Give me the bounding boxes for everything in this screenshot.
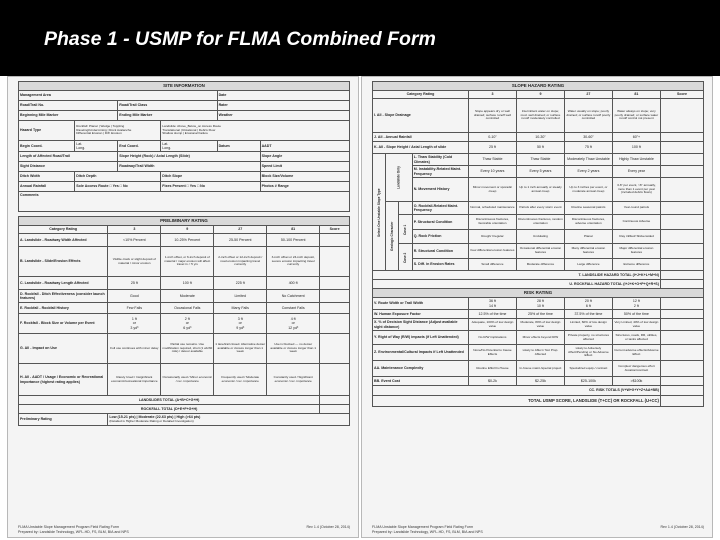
row-label: R. Structural Condition — [412, 244, 468, 259]
left-footer-title: FLMA Unstable Slope Management Program Field Rating Form — [18, 525, 120, 529]
row-label: F. Rockfall - Block Size or Volume per Event — [19, 314, 108, 334]
row-label: B. Landslide - Slide/Erosion Effects — [19, 247, 108, 277]
left-form — [18, 81, 350, 426]
rating-cell[interactable]: Thaw Stable — [516, 154, 564, 166]
score-cell[interactable] — [320, 290, 350, 303]
row-label: S. Diff. in Erosion Rates — [412, 259, 468, 271]
rating-cell[interactable]: 36 ft 14 ft — [468, 298, 516, 310]
begin-mile-field[interactable]: Beginning Mile Marker — [19, 111, 118, 121]
photos-field[interactable]: Photos # Range — [260, 182, 349, 192]
score-cell[interactable] — [660, 166, 703, 178]
rating-cell[interactable]: Minor effects beyond R/W — [516, 331, 564, 345]
begin-coord-label: Begin Coord. — [19, 141, 75, 152]
table-row — [373, 244, 704, 259]
rating-cell[interactable]: Complex/ dangerous effort /location/contract — [612, 361, 660, 377]
table-row — [373, 259, 704, 271]
table-row — [373, 319, 704, 331]
rating-cell[interactable]: Many differential erosion features — [564, 244, 612, 259]
rating-cell[interactable]: Every 5 years — [516, 166, 564, 178]
rating-cell[interactable]: Discontinuous fractures, random orientation — [516, 215, 564, 230]
rating-cell[interactable]: 12.5% of the time — [468, 310, 516, 319]
category-rating-col: Category Rating — [373, 91, 469, 99]
score-cell[interactable] — [660, 310, 703, 319]
rating-cell[interactable]: 1 lane/trail closed. Alternative detour available or closure longer than 1 week — [214, 334, 267, 364]
rating-cell[interactable]: 400 ft — [267, 277, 320, 290]
table-row — [19, 247, 350, 277]
score-cell[interactable] — [660, 361, 703, 377]
rating-cell[interactable]: Moderate — [161, 290, 214, 303]
length-affected-field[interactable]: Length of Affected Road/Trail — [19, 152, 118, 162]
rating-cell[interactable]: No R/W implications — [468, 331, 516, 345]
rating-cell[interactable]: 50% of the time — [612, 310, 660, 319]
left-footer — [18, 525, 350, 534]
rockfall-types-options[interactable]: Rockfall: Planar | Wedge | Toppling Raveling/Undermining | Rock Avalanche Differential Erosion | Diff. Erosion — [75, 121, 161, 141]
row-label: A. Landslide - Roadway Width Affected — [19, 234, 108, 247]
rating-cell[interactable]: Occasionally used / Minor economic / rec. importance — [161, 364, 214, 396]
rating-cell[interactable]: 1 ft or 3 yd³ — [108, 314, 161, 334]
begin-lat-field[interactable] — [75, 141, 118, 152]
block-size-field[interactable]: Block Size/Volume — [260, 172, 349, 182]
preliminary-rating-label: Preliminary Rating — [19, 414, 108, 426]
end-lat-field[interactable] — [161, 141, 217, 152]
rating-cell[interactable]: Undulating — [516, 230, 564, 244]
rating-cell[interactable]: 10-25% Percent — [161, 234, 214, 247]
rating-cell[interactable]: 20 ft 6 ft — [564, 298, 612, 310]
rating-cell[interactable]: 100 ft — [612, 142, 660, 154]
table-row — [373, 202, 704, 215]
right-form-page — [361, 76, 713, 538]
landslide-only-label: Landslide Only — [386, 154, 412, 202]
score-cell[interactable] — [660, 244, 703, 259]
hazard-type-label: Hazard Type — [19, 121, 75, 141]
rating-cell[interactable]: 1-inch offset, or 6-inch deposit of material / major erosion will affect travel in < 5 yrs — [161, 247, 214, 277]
usmp-total-cell[interactable] — [660, 396, 703, 407]
rating-cell[interactable]: Likely to Affect / Not Prop. Affected — [516, 345, 564, 361]
sight-distance-field[interactable]: Sight Distance — [19, 162, 118, 172]
ditch-slope-field[interactable]: Ditch Slope — [161, 172, 260, 182]
table-row — [373, 154, 704, 166]
table-row — [373, 361, 704, 377]
rating-cell[interactable]: Moderately Thaw Unstable — [564, 154, 612, 166]
end-long-label: Long. — [162, 146, 172, 150]
score-cell[interactable] — [660, 202, 703, 215]
rating-cell[interactable]: 25% of the time — [516, 310, 564, 319]
landslide-hazard-total-cell[interactable] — [660, 271, 703, 280]
rating-cell[interactable]: Structures, roads, RR, utilities, or tanks affected — [612, 331, 660, 345]
left-form-page — [7, 76, 359, 538]
rating-cell[interactable]: 100 ft — [161, 277, 214, 290]
rating-cell[interactable]: 28 ft 10 ft — [516, 298, 564, 310]
rating-cell[interactable]: 2-inch offset or 12-inch deposit / road erosion impacting travel currently — [214, 247, 267, 277]
rating-cell[interactable]: Continuous Adverse — [612, 215, 660, 230]
score-cell[interactable] — [660, 331, 703, 345]
slope-height-field[interactable]: Slope Height (Rock) / Axial Length (Slide) — [118, 152, 260, 162]
begin-long-label: Long. — [76, 146, 86, 150]
rating-cell[interactable]: Thaw Stable — [468, 154, 516, 166]
rockfall-hazard-total-cell[interactable] — [660, 280, 703, 289]
risk-total-label: CC. RISK TOTALS (V+W+X+Y+Z+AA+BB) — [373, 386, 661, 396]
rating-cell[interactable]: Rarely Used / Insignificant economic/recreational importance — [108, 364, 161, 396]
rating-cell[interactable]: Normal, scheduled maintenance — [468, 202, 516, 215]
rating-cell[interactable]: Routine Effort/In-House — [468, 361, 516, 377]
score-cell[interactable] — [320, 334, 350, 364]
table-row — [373, 178, 704, 202]
rating-cell[interactable]: 30-60" — [564, 133, 612, 142]
score-cell[interactable] — [660, 215, 703, 230]
comments-field[interactable]: Comments — [19, 192, 350, 212]
rating-cell[interactable]: Likely to Adversely Affect/Pending or No Adverse Effect — [564, 345, 612, 361]
rating-cell[interactable]: Current adverse effects/Adverse Effect — [612, 345, 660, 361]
rating-cell[interactable]: Few Falls — [108, 303, 161, 314]
rating-cell[interactable]: Moderate difference — [516, 259, 564, 271]
rating-cell[interactable]: Very Limited, 40% of low design value — [612, 319, 660, 331]
table-row — [19, 303, 350, 314]
row-label: V. Route Width or Trail Width — [373, 298, 469, 310]
rating-9-col: 9 — [516, 91, 564, 99]
rating-cell[interactable]: Up to 1 inch annually or steady annual creep — [516, 178, 564, 202]
rating-cell[interactable]: <10% Percent — [108, 234, 161, 247]
usmp-total-label: TOTAL USMP SCORE, LANDSLIDE (T+CC) OR ROCKFALL (U+CC) — [373, 396, 661, 407]
rating-cell[interactable]: $2-25k — [516, 377, 564, 386]
rating-cell[interactable]: Intermittent water on slope; mod. well drained; or surface runoff moderately controlled — [516, 99, 564, 133]
table-row — [373, 345, 704, 361]
rating-cell[interactable]: 50 ft — [516, 142, 564, 154]
rating-3-col: 3 — [468, 91, 516, 99]
rating-cell[interactable]: 60"+ — [612, 133, 660, 142]
case-2-label: Case 2 — [399, 244, 412, 271]
table-row — [373, 142, 704, 154]
score-cell[interactable] — [660, 230, 703, 244]
landslide-hazard-total-label: T. LANDSLIDE HAZARD TOTAL (I+J+K+L+M+N) — [373, 271, 661, 280]
rating-cell[interactable]: Minor movement or sporadic creep — [468, 178, 516, 202]
geologic-character-label: Geologic Character — [386, 202, 399, 271]
rating-27-col: 27 — [214, 226, 267, 234]
preliminary-rating-table — [18, 216, 350, 426]
rating-cell[interactable]: No Catchment — [267, 290, 320, 303]
rating-cell[interactable]: Visible crack or slight deposit of material / minor erosion — [108, 247, 161, 277]
rating-cell[interactable]: 12 ft 2 ft — [612, 298, 660, 310]
table-row — [19, 290, 350, 303]
rating-cell[interactable]: 2 ft or 6 yd³ — [161, 314, 214, 334]
weather-field[interactable]: Weather — [217, 111, 349, 121]
row-label: K. All - Slope Height / Axial Length of slide — [373, 142, 469, 154]
ditch-depth-field[interactable]: Ditch Depth — [75, 172, 161, 182]
rating-cell[interactable]: Occasional Falls — [161, 303, 214, 314]
preliminary-rating-header: PRELIMINARY RATING — [19, 217, 350, 226]
row-label: Q. Rock Friction — [412, 230, 468, 244]
score-cell[interactable] — [660, 259, 703, 271]
rating-cell[interactable]: Patrols after every storm event — [516, 202, 564, 215]
fixes-present-checkbox[interactable]: Fixes Present □ Yes □ No — [161, 182, 260, 192]
rating-cell[interactable]: Use is blocked — no detour available or closure longer than 1 week — [267, 334, 320, 364]
slide-header — [0, 0, 720, 76]
right-form — [372, 81, 704, 407]
rating-cell[interactable]: Slope appears dry or well drained; surface runoff well controlled — [468, 99, 516, 133]
rating-cell[interactable]: $0-2k — [468, 377, 516, 386]
table-row — [373, 230, 704, 244]
slope-hazard-rating-header: SLOPE HAZARD RATING — [373, 82, 704, 91]
rating-cell[interactable]: $25-100k — [564, 377, 612, 386]
score-cell[interactable] — [320, 303, 350, 314]
rating-cell[interactable]: Water usually on slope; poorly drained; or surface runoff poorly controlled — [564, 99, 612, 133]
row-label: X. % of Decision Sight Distance (Adjust available sight distance) — [373, 319, 469, 331]
road-trail-class-field[interactable]: Road/Trail Class — [118, 101, 217, 111]
site-information-table — [18, 81, 350, 212]
table-row — [19, 364, 350, 396]
category-rating-col: Category Rating — [19, 226, 108, 234]
score-cell[interactable] — [320, 364, 350, 396]
score-cell[interactable] — [660, 99, 703, 133]
rating-cell[interactable]: Every year — [612, 166, 660, 178]
rating-cell[interactable]: Private property, no structures affected — [564, 331, 612, 345]
table-row — [19, 277, 350, 290]
rating-cell[interactable]: Constant Falls — [267, 303, 320, 314]
aadt-field[interactable]: AADT — [260, 141, 349, 152]
table-row — [373, 99, 704, 133]
rating-cell[interactable]: 225 ft — [214, 277, 267, 290]
landslides-total-label: LANDSLIDES TOTAL (A+B+C+G+H) — [19, 396, 320, 405]
table-row — [19, 234, 350, 247]
rating-cell[interactable]: >$100k — [612, 377, 660, 386]
sole-access-checkbox[interactable]: Sole Access Route □ Yes □ No — [75, 182, 161, 192]
row-label: G. All - Impact on Use — [19, 334, 108, 364]
risk-total-cell[interactable] — [660, 386, 703, 396]
preliminary-rating-scale[interactable] — [108, 414, 350, 426]
rating-cell[interactable]: 4 ft or 12 yd³ — [267, 314, 320, 334]
rockfall-hazard-total-label: U. ROCKFALL HAZARD TOTAL (I+J+K+O+P+Q+R+S) — [373, 280, 661, 289]
score-cell[interactable] — [660, 154, 703, 166]
score-cell[interactable] — [660, 345, 703, 361]
rating-cell[interactable]: Partial use remains. Use modification required, short (1 wk/30 mile) / detour available — [161, 334, 214, 364]
row-label: N. Movement History — [412, 178, 468, 202]
rating-cell[interactable]: Planar — [564, 230, 612, 244]
unstable-slope-type-label: Select One Unstable Slope Type — [373, 154, 386, 271]
slope-hazard-rating-table — [372, 81, 704, 407]
row-label: AA. Maintenance Complexity — [373, 361, 469, 377]
rating-cell[interactable]: Constantly used / Significant economic / rec. importance — [267, 364, 320, 396]
rating-cell[interactable]: None/No Potential to Cause Effects — [468, 345, 516, 361]
rating-cell[interactable]: 3-6" per event, >6" annually, more than 1 event per year (included debris flows) — [612, 178, 660, 202]
datum-field[interactable]: Datum — [217, 141, 260, 152]
rating-cell[interactable]: 75 ft — [564, 142, 612, 154]
row-label: P. Structural Condition — [412, 215, 468, 230]
rating-cell[interactable]: Frequently used / Moderate economic / rec. importance — [214, 364, 267, 396]
score-cell[interactable] — [660, 319, 703, 331]
rockfall-total-cell[interactable] — [320, 405, 350, 414]
rating-cell[interactable]: Many Falls — [214, 303, 267, 314]
row-label: L. Thaw Stability (Cold Climates) — [412, 154, 468, 166]
rating-cell[interactable]: Highly Thaw Unstable — [612, 154, 660, 166]
rockfall-total-label: ROCKFALL TOTAL (D+E+F+G+H) — [19, 405, 320, 414]
rating-cell[interactable]: Clay infilled/ Slickensided — [612, 230, 660, 244]
slope-angle-field[interactable]: Slope Angle — [260, 152, 349, 162]
row-label: M. Instability-Related Maint. Frequency — [412, 166, 468, 178]
table-row — [373, 377, 704, 386]
management-area-field[interactable]: Management Area — [19, 91, 218, 101]
landslide-types-options[interactable]: Landslide: Above_Below_on Access Route Translational | Rotational | Debris Flow Shallow slump | Erosional Failure — [161, 121, 350, 141]
row-label: O. Rockfall-Related Maint. Frequency — [412, 202, 468, 215]
rating-81-col: 81 — [612, 91, 660, 99]
score-cell[interactable] — [320, 247, 350, 277]
rating-cell[interactable]: 37.5% of the time — [564, 310, 612, 319]
rating-cell[interactable]: Up to 3 inches per event, or moderate annual creep — [564, 178, 612, 202]
right-footer — [372, 525, 704, 534]
rating-cell[interactable]: Limited, 60% of low design value — [564, 319, 612, 331]
rater-field[interactable]: Rater — [217, 101, 349, 111]
risk-rating-header: RISK RATING — [373, 289, 704, 298]
rating-cell[interactable]: Specialized equip./ contract — [564, 361, 612, 377]
right-footer-credits: Prepared by: Landslide Technology, WFL-HD, FS, BLM, BIA and NPS — [372, 530, 483, 534]
score-cell[interactable] — [660, 142, 703, 154]
annual-rainfall-field[interactable]: Annual Rainfall — [19, 182, 75, 192]
rating-scale-text: Low (15-21 pts) | Moderate (22-63 pts) | High (>64 pts) — [109, 415, 201, 420]
rating-cell[interactable]: Good — [108, 290, 161, 303]
table-row — [373, 215, 704, 230]
begin-lat-label: Lat. — [76, 141, 83, 146]
left-footer-credits: Prepared by: Landslide Technology, WFL-HD, FS, BLM, BIA and NPS — [18, 530, 129, 534]
rating-cell[interactable]: Routine seasonal patrols — [564, 202, 612, 215]
rating-cell[interactable]: Few differential erosion features — [468, 244, 516, 259]
rating-note-text: (Detailed is Higher Moderate Rating or Detailed Investigation) — [109, 419, 194, 424]
case-1-label: Case 1 — [399, 215, 412, 244]
score-cell[interactable] — [320, 234, 350, 247]
rating-27-col: 27 — [564, 91, 612, 99]
rating-cell[interactable]: 25-50 Percent — [214, 234, 267, 247]
row-label: Y. Right of Way (R/W) impacts (if Left Unattended) — [373, 331, 469, 345]
rating-3-col: 3 — [108, 226, 161, 234]
slide-title: Phase 1 - USMP for FLMA Combined Form — [44, 28, 436, 50]
rating-cell[interactable]: Every 2 years — [564, 166, 612, 178]
rating-cell[interactable]: 25 ft — [468, 142, 516, 154]
rating-cell[interactable]: 3-inch offset or 24-inch deposit, severe erosion impacting travel currently — [267, 247, 320, 277]
rating-cell[interactable]: Discontinuous fractures, adverse orientation — [564, 215, 612, 230]
rating-cell[interactable]: 50-100 Percent — [267, 234, 320, 247]
rating-cell[interactable]: 0-10" — [468, 133, 516, 142]
date-field[interactable]: Date — [217, 91, 349, 101]
rating-cell[interactable]: Moderate, 80% of low design value — [516, 319, 564, 331]
rating-cell[interactable]: Small difference — [468, 259, 516, 271]
table-row — [373, 166, 704, 178]
right-footer-revision: Rev 1.4 (October 28, 2014) — [660, 525, 704, 529]
rating-cell[interactable]: Large difference — [564, 259, 612, 271]
row-label: E. Rockfall - Rockfall History — [19, 303, 108, 314]
row-label: Z. Environmental/Cultural Impacts if Left Unattended — [373, 345, 469, 361]
table-row — [373, 310, 704, 319]
left-footer-revision: Rev 1.4 (October 28, 2014) — [306, 525, 350, 529]
rating-9-col: 9 — [161, 226, 214, 234]
row-label: H. All - AADT / Usage / Economic or Recreational Importance (highest rating applies) — [19, 364, 108, 396]
score-cell[interactable] — [660, 133, 703, 142]
row-label: C. Landslide - Roadway Length Affected — [19, 277, 108, 290]
rating-cell[interactable]: 25 ft — [108, 277, 161, 290]
score-cell[interactable] — [320, 277, 350, 290]
row-label: J. All - Annual Rainfall — [373, 133, 469, 142]
score-cell[interactable] — [660, 178, 703, 202]
landslides-total-cell[interactable] — [320, 396, 350, 405]
row-label: D. Rockfall - Ditch Effectiveness (consider launch features) — [19, 290, 108, 303]
table-row — [373, 298, 704, 310]
rating-cell[interactable]: 3 ft or 9 yd³ — [214, 314, 267, 334]
rating-81-col: 81 — [267, 226, 320, 234]
speed-limit-field[interactable]: Speed Limit — [260, 162, 349, 172]
score-cell[interactable] — [660, 377, 703, 386]
rating-cell[interactable]: Extreme difference — [612, 259, 660, 271]
road-trail-no-field[interactable]: Road/Trail No. — [19, 101, 118, 111]
score-cell[interactable] — [320, 314, 350, 334]
table-row — [19, 334, 350, 364]
end-mile-field[interactable]: Ending Mile Marker — [118, 111, 217, 121]
right-footer-title: FLMA Unstable Slope Management Program Field Rating Form — [372, 525, 474, 529]
roadway-width-field[interactable]: Roadway/Trail Width — [118, 162, 260, 172]
rating-cell[interactable]: Every 10 years — [468, 166, 516, 178]
rating-cell[interactable]: Major differential erosion features — [612, 244, 660, 259]
rating-cell[interactable]: In-house maint./special project — [516, 361, 564, 377]
table-row — [373, 133, 704, 142]
rating-cell[interactable]: Full use continues with minor delay — [108, 334, 161, 364]
site-information-header: SITE INFORMATION — [19, 82, 350, 91]
rating-cell[interactable]: Discontinuous fractures, favorable orientation — [468, 215, 516, 230]
rating-cell[interactable]: Year-round patrols — [612, 202, 660, 215]
rating-cell[interactable]: Adequate, 100% of low design value — [468, 319, 516, 331]
rating-cell[interactable]: Limited — [214, 290, 267, 303]
score-cell[interactable] — [660, 298, 703, 310]
table-row — [373, 331, 704, 345]
rating-cell[interactable]: Occasional differential erosion features — [516, 244, 564, 259]
row-label: BB. Event Cost — [373, 377, 469, 386]
end-coord-label: End Coord. — [118, 141, 161, 152]
rating-cell[interactable]: 10-30" — [516, 133, 564, 142]
table-row — [19, 314, 350, 334]
row-label: W. Human Exposure Factor — [373, 310, 469, 319]
end-lat-label: Lat. — [162, 141, 169, 146]
row-label: I. All - Slope Drainage — [373, 99, 469, 133]
rating-cell[interactable]: Rough/ Irregular — [468, 230, 516, 244]
score-col: Score — [660, 91, 703, 99]
ditch-width-field[interactable]: Ditch Width — [19, 172, 75, 182]
score-col: Score — [320, 226, 350, 234]
rating-cell[interactable]: Water always on slope; very poorly drained; or surface water runoff control not present — [612, 99, 660, 133]
